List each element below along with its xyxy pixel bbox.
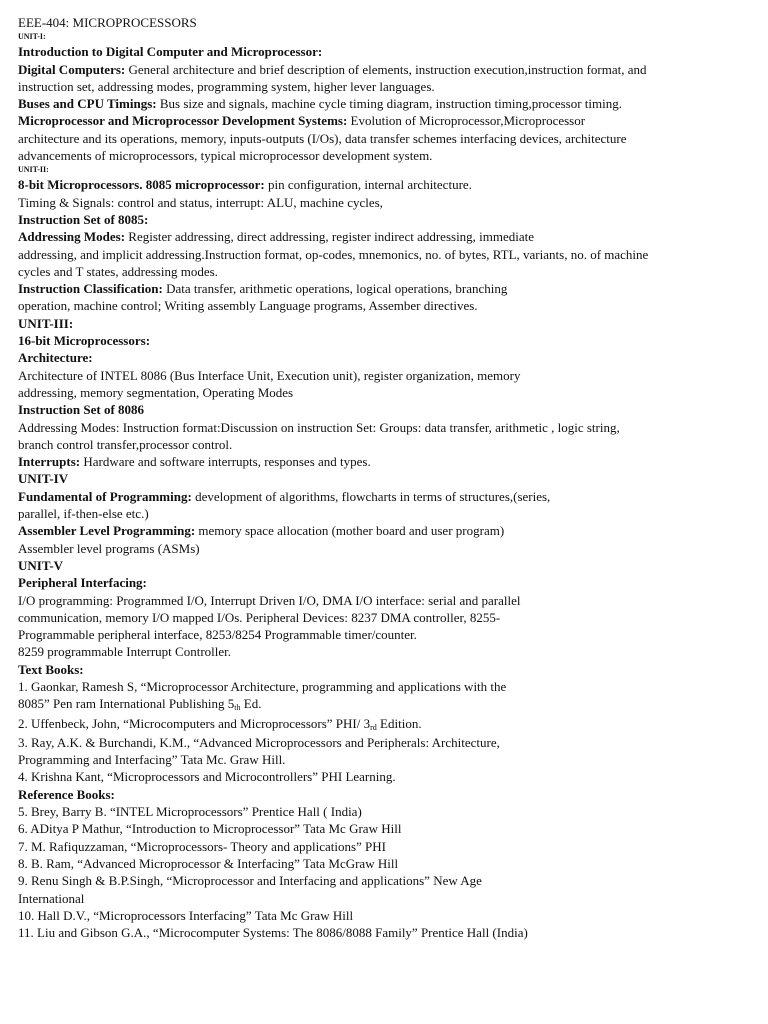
instruction-set-8086-heading: Instruction Set of 8086 bbox=[18, 402, 145, 418]
edition-suffix: rd bbox=[370, 722, 377, 732]
text-books-heading: Text Books: bbox=[18, 661, 84, 677]
digital-computers-text: General architecture and brief description of elements, instruction execution,instruction format, and bbox=[125, 61, 647, 77]
peripheral-text-2: communication, memory I/O mapped I/Os. Peripheral Devices: 8237 DMA controller, 8255- bbox=[18, 609, 501, 625]
text-book-1-cont-text: 8085” Pen ram International Publishing 5 bbox=[18, 696, 235, 712]
reference-book-10: 10. Hall D.V., “Microprocessors Interfacing” Tata Mc Graw Hill bbox=[18, 907, 354, 923]
16bit-heading: 16-bit Microprocessors: bbox=[18, 333, 151, 349]
reference-books-heading: Reference Books: bbox=[18, 786, 115, 802]
timing-signals-line: Timing & Signals: control and status, interrupt: ALU, machine cycles, bbox=[18, 194, 383, 210]
instruction-classification-cont: operation, machine control; Writing assembly Language programs, Assember directives. bbox=[18, 298, 478, 314]
digital-computers-label: Digital Computers: bbox=[18, 61, 126, 77]
text-book-2-end: Edition. bbox=[376, 715, 422, 731]
peripheral-text-1: I/O programming: Programmed I/O, Interrupt Driven I/O, DMA I/O interface: serial and parallel bbox=[18, 592, 521, 608]
unit-1-heading: Introduction to Digital Computer and Microprocessor: bbox=[18, 44, 323, 60]
edition-suffix: th bbox=[234, 703, 241, 713]
reference-book-5: 5. Brey, Barry B. “INTEL Microprocessors” Prentice Hall ( India) bbox=[18, 804, 362, 820]
text-book-3: 3. Ray, A.K. & Burchandi, K.M., “Advanced Microprocessors and Peripherals: Architecture, bbox=[18, 734, 500, 750]
instruction-set-8085-heading: Instruction Set of 8085: bbox=[18, 211, 149, 227]
buses-label: Buses and CPU Timings: bbox=[18, 96, 157, 112]
peripheral-interfacing-heading: Peripheral Interfacing: bbox=[18, 575, 147, 591]
interrupts-line bbox=[18, 453, 758, 470]
peripheral-text-4: 8259 programmable Interrupt Controller. bbox=[18, 644, 232, 660]
unit-2-label: UNIT-II: bbox=[18, 165, 49, 175]
text-book-1-cont-end: Ed. bbox=[240, 696, 262, 712]
assembler-level-label: Assembler Level Programming: bbox=[18, 523, 196, 539]
unit-1-label: UNIT-I: bbox=[18, 32, 46, 42]
unit-4-label: UNIT-IV bbox=[18, 471, 69, 487]
text-book-2-text: 2. Uffenbeck, John, “Microcomputers and Microprocessors” PHI/ 3 bbox=[18, 715, 371, 731]
fundamental-programming-line bbox=[18, 488, 758, 505]
peripheral-text-3: Programmable peripheral interface, 8253/8254 Programmable timer/counter. bbox=[18, 627, 417, 643]
architecture-heading: Architecture: bbox=[18, 350, 93, 366]
reference-book-9-cont: International bbox=[18, 890, 85, 906]
8bit-line bbox=[18, 176, 758, 193]
course-title: EEE-404: MICROPROCESSORS bbox=[18, 15, 197, 30]
8bit-label: 8-bit Microprocessors. 8085 microprocessor: bbox=[18, 177, 265, 193]
text-book-2 bbox=[18, 715, 758, 734]
assembler-level-text: memory space allocation (mother board and user program) bbox=[195, 523, 505, 539]
text-book-1: 1. Gaonkar, Ramesh S, “Microprocessor Architecture, programming and applications with the bbox=[18, 678, 507, 694]
mds-line bbox=[18, 112, 758, 129]
reference-book-8: 8. B. Ram, “Advanced Microprocessor & Interfacing” Tata McGraw Hill bbox=[18, 855, 399, 871]
addressing-modes-label: Addressing Modes: bbox=[18, 229, 126, 245]
buses-text: Bus size and signals, machine cycle timing diagram, instruction timing,processor timing. bbox=[156, 96, 622, 112]
addressing-modes-line bbox=[18, 228, 758, 245]
instruction-set-8086-text: Addressing Modes: Instruction format:Discussion on instruction Set: Groups: data transfer, arithmetic , logic string, bbox=[18, 419, 620, 435]
assembler-level-cont: Assembler level programs (ASMs) bbox=[18, 540, 200, 556]
text-book-1-cont bbox=[18, 695, 758, 714]
instruction-set-8086-cont: branch control transfer,processor control. bbox=[18, 436, 233, 452]
architecture-text: Architecture of INTEL 8086 (Bus Interface Unit, Execution unit), register organization, memory bbox=[18, 367, 521, 383]
fundamental-programming-label: Fundamental of Programming: bbox=[18, 488, 192, 504]
instruction-classification-line bbox=[18, 280, 758, 297]
unit-3-label: UNIT-III: bbox=[18, 315, 74, 331]
instruction-classification-text: Data transfer, arithmetic operations, logical operations, branching bbox=[162, 281, 508, 297]
mds-text: Evolution of Microprocessor,Microprocessor bbox=[347, 113, 586, 129]
addressing-modes-text: Register addressing, direct addressing, register indirect addressing, immediate bbox=[125, 229, 535, 245]
fundamental-programming-text: development of algorithms, flowcharts in terms of structures,(series, bbox=[191, 488, 551, 504]
assembler-level-line bbox=[18, 522, 758, 539]
text-book-4: 4. Krishna Kant, “Microprocessors and Microcontrollers” PHI Learning. bbox=[18, 769, 396, 785]
unit-5-label: UNIT-V bbox=[18, 557, 64, 573]
buses-line bbox=[18, 95, 758, 112]
digital-computers-text-cont: instruction set, addressing modes, programming system, higher lever languages. bbox=[18, 78, 435, 94]
reference-book-11: 11. Liu and Gibson G.A., “Microcomputer Systems: The 8086/8088 Family” Prentice Hall (India) bbox=[18, 925, 528, 941]
reference-book-7: 7. M. Rafiquzzaman, “Microprocessors- Theory and applications” PHI bbox=[18, 838, 386, 854]
mds-label: Microprocessor and Microprocessor Development Systems: bbox=[18, 113, 348, 129]
addressing-modes-cont-1: addressing, and implicit addressing.Instruction format, op-codes, mnemonics, no. of bytes, RTL, variants, no. of machine bbox=[18, 246, 649, 262]
fundamental-programming-cont: parallel, if-then-else etc.) bbox=[18, 506, 149, 522]
instruction-classification-label: Instruction Classification: bbox=[18, 281, 163, 297]
8bit-text: pin configuration, internal architecture. bbox=[264, 177, 472, 193]
architecture-text-cont: addressing, memory segmentation, Operating Modes bbox=[18, 384, 294, 400]
mds-text-cont-2: advancements of microprocessors, typical microprocessor development system. bbox=[18, 148, 433, 164]
digital-computers-line bbox=[18, 61, 758, 78]
addressing-modes-cont-2: cycles and T states, addressing modes. bbox=[18, 263, 218, 279]
reference-book-9: 9. Renu Singh & B.P.Singh, “Microprocessor and Interfacing and applications” New Age bbox=[18, 873, 482, 889]
mds-text-cont-1: architecture and its operations, memory, inputs-outputs (I/Os), data transfer schemes interfacing devices, architecture bbox=[18, 130, 627, 146]
syllabus-document bbox=[18, 14, 758, 941]
text-book-3-cont: Programming and Interfacing” Tata Mc. Graw Hill. bbox=[18, 752, 286, 768]
reference-book-6: 6. ADitya P Mathur, “Introduction to Microprocessor” Tata Mc Graw Hill bbox=[18, 821, 402, 837]
interrupts-label: Interrupts: bbox=[18, 454, 81, 470]
interrupts-text: Hardware and software interrupts, responses and types. bbox=[80, 454, 371, 470]
